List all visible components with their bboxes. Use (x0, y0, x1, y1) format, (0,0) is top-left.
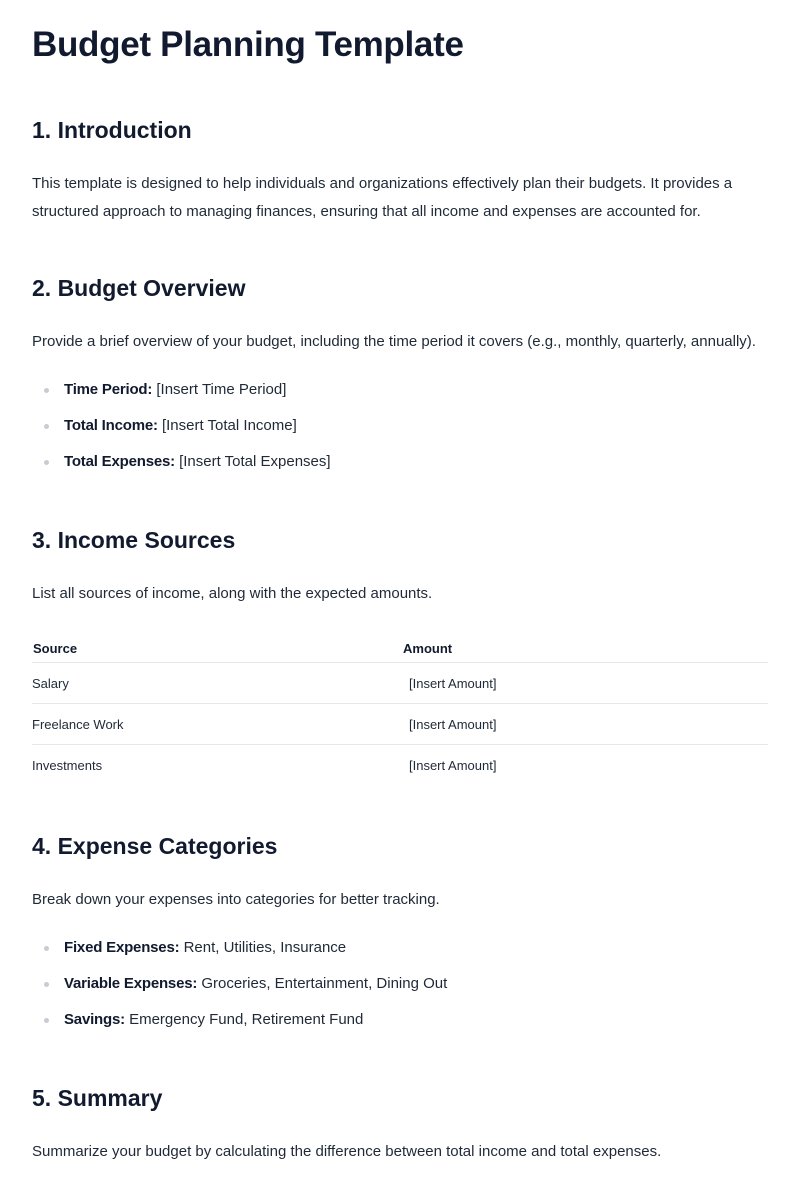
list-item-value: [Insert Time Period] (156, 381, 287, 398)
table-header-row (32, 636, 768, 663)
amount-cell: [Insert Amount] (402, 663, 768, 704)
list-item (32, 378, 768, 414)
expense-categories-list (32, 936, 768, 1044)
source-cell: Salary (32, 663, 402, 704)
amount-cell: [Insert Amount] (402, 704, 768, 745)
table-row (32, 663, 768, 704)
section-heading-budget-overview: 2. Budget Overview (32, 275, 246, 301)
section-heading-introduction: 1. Introduction (32, 117, 192, 143)
bullet-icon (44, 460, 49, 465)
expense-categories-paragraph: Break down your expenses into categories for better tracking. (32, 891, 440, 908)
income-sources-paragraph: List all sources of income, along with the expected amounts. (32, 585, 433, 602)
list-item (32, 972, 768, 1008)
section-heading-income-sources: 3. Income Sources (32, 527, 236, 553)
list-item-value: Rent, Utilities, Insurance (183, 939, 347, 956)
budget-overview-list (32, 378, 768, 486)
list-item-label: Savings: (64, 1011, 125, 1028)
list-item (32, 450, 768, 486)
list-item-label: Total Expenses: (64, 453, 175, 470)
list-item-label: Variable Expenses: (64, 975, 198, 992)
bullet-icon (44, 388, 49, 393)
introduction-paragraph: This template is designed to help individuals and organizations effectively plan their budgets. It provides a structured approach to managing finances, ensuring that all income and expenses are accounted for. (32, 175, 733, 220)
bullet-icon (44, 424, 49, 429)
table-row (32, 745, 768, 786)
list-item-value: Emergency Fund, Retirement Fund (129, 1011, 364, 1028)
bullet-icon (44, 982, 49, 987)
income-table (32, 636, 768, 785)
list-item-label: Total Income: (64, 417, 158, 434)
summary-paragraph: Summarize your budget by calculating the difference between total income and total expenses. (32, 1143, 662, 1160)
list-item-label: Time Period: (64, 381, 153, 398)
list-item (32, 414, 768, 450)
budget-overview-paragraph: Provide a brief overview of your budget, including the time period it covers (e.g., monthly, quarterly, annually). (32, 333, 756, 350)
bullet-icon (44, 946, 49, 951)
section-heading-expense-categories: 4. Expense Categories (32, 833, 278, 859)
source-cell: Investments (32, 757, 103, 773)
list-item (32, 936, 768, 972)
table-row (32, 704, 768, 745)
source-cell: Freelance Work (32, 704, 402, 745)
page-title: Budget Planning Template (32, 25, 464, 64)
list-item-value: Groceries, Entertainment, Dining Out (201, 975, 448, 992)
amount-cell: [Insert Amount] (409, 757, 497, 773)
list-item-label: Fixed Expenses: (64, 939, 180, 956)
section-heading-summary: 5. Summary (32, 1085, 163, 1111)
column-header-source: Source (32, 636, 402, 663)
list-item-value: [Insert Total Income] (161, 417, 297, 434)
bullet-icon (44, 1018, 49, 1023)
list-item-value: [Insert Total Expenses] (179, 453, 331, 470)
list-item (32, 1008, 768, 1044)
column-header-amount: Amount (402, 636, 768, 663)
